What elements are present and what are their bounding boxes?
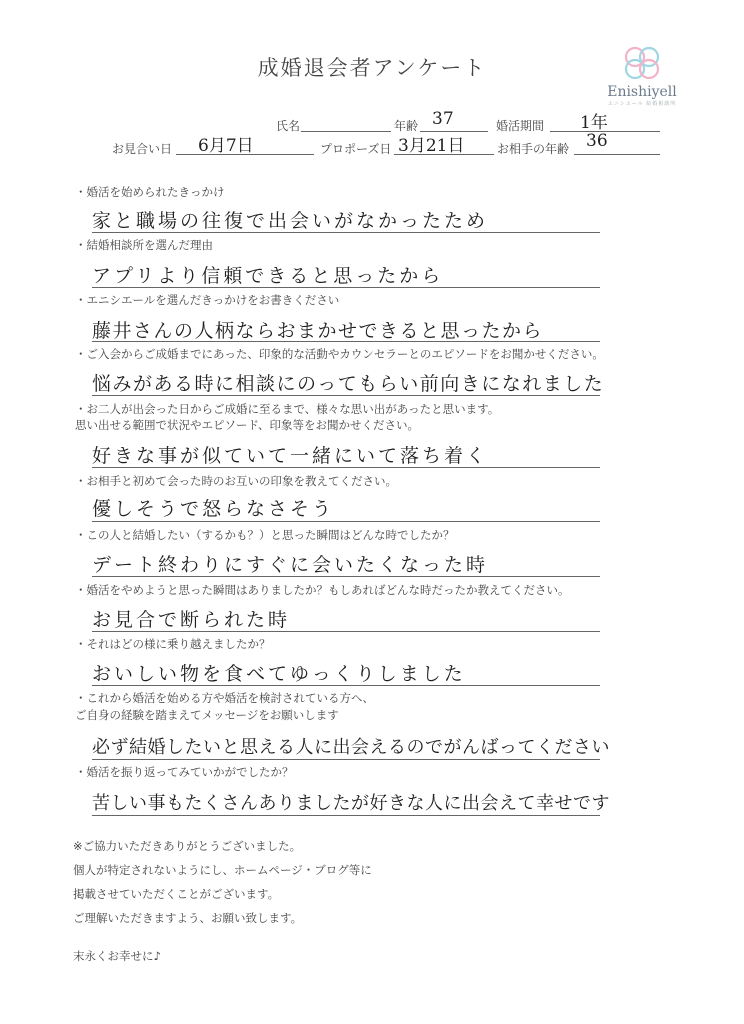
question-label: ・婚活をやめようと思った瞬間はありましたか？もしあればどんな時だったか教えてください。 bbox=[75, 583, 570, 597]
question-label: ・お相手と初めて会った時のお互いの印象を教えてください。 bbox=[75, 474, 397, 488]
answer-line bbox=[92, 232, 600, 233]
page-title: 成婚退会者アンケート bbox=[257, 56, 487, 80]
answer-text: おいしい物を食べてゆっくりしました bbox=[92, 663, 466, 685]
age-line bbox=[420, 113, 488, 132]
note-line: ※ご協力いただきありがとうございました。 bbox=[73, 839, 302, 853]
closing-message: 末永くお幸せに♪ bbox=[73, 949, 161, 963]
answer-line bbox=[92, 685, 600, 686]
name-field bbox=[301, 113, 391, 132]
period-value: 1年 bbox=[580, 113, 608, 133]
logo-sub: エニシエール 結婚相談所 bbox=[607, 101, 677, 107]
question-label: ・結婚相談所を選んだ理由 bbox=[75, 238, 213, 252]
meet-date-label: お見合い日 bbox=[112, 142, 173, 156]
answer-text: 好きな事が似ていて一緒にいて落ち着く bbox=[92, 445, 489, 467]
answer-text: 優しそうで怒らなさそう bbox=[92, 498, 335, 520]
answer-text: 苦しい事もたくさんありましたが好きな人に出会えて幸せです bbox=[92, 793, 610, 814]
note-line: 掲載させていただくことがございます。 bbox=[73, 887, 280, 901]
propose-date-label: プロポーズ日 bbox=[320, 142, 392, 156]
answer-line bbox=[92, 815, 600, 816]
answer-text: 悩みがある時に相談にのってもらい前向きになれました bbox=[92, 373, 605, 395]
question-label: ・ご入会からご成婚までにあった、印象的な活動やカウンセラーとのエピソードをお聞かせください。 bbox=[75, 347, 604, 361]
answer-text: デート終わりにすぐに会いたくなった時 bbox=[92, 554, 489, 576]
age-value: 37 bbox=[432, 109, 454, 129]
answer-text: アプリより信頼できると思ったから bbox=[92, 265, 444, 287]
answer-line bbox=[92, 631, 600, 632]
note-line: ご理解いただきますよう、お願い致します。 bbox=[73, 911, 303, 925]
question-label: ・それはどの様に乗り越えましたか？ bbox=[75, 637, 271, 651]
answer-line bbox=[92, 467, 600, 468]
question-label: ・お二人が出会った日からご成婚に至るまで、様々な思い出があったと思います。 bbox=[75, 402, 500, 416]
knot-logo-icon bbox=[619, 44, 665, 82]
question-label: ・婚活を始められたきっかけ bbox=[75, 185, 225, 199]
period-label: 婚活期間 bbox=[496, 119, 545, 133]
answer-text: 家と職場の往復で出会いがなかったため bbox=[92, 210, 489, 232]
question-label: ・エニシエールを選んだきっかけをお書きください bbox=[75, 293, 340, 307]
answer-line bbox=[92, 576, 600, 577]
partner-age-value: 36 bbox=[586, 131, 608, 151]
answer-line bbox=[92, 759, 600, 760]
answer-text: お見合で断られた時 bbox=[92, 609, 291, 631]
partner-age-label: お相手の年齢 bbox=[497, 142, 570, 156]
question-label-line2: ご自身の経験を踏まえてメッセージをお願いします bbox=[75, 708, 339, 722]
logo bbox=[592, 44, 692, 107]
logo-brand: Enishiyell bbox=[607, 84, 677, 100]
answer-line bbox=[92, 395, 600, 396]
name-label: 氏名 bbox=[276, 119, 301, 133]
meet-date-value: 6月7日 bbox=[198, 136, 254, 156]
question-label: ・これから婚活を始める方や婚活を検討されている方へ、 bbox=[75, 691, 374, 705]
answer-text: 藤井さんの人柄ならおまかせできると思ったから bbox=[92, 320, 544, 342]
answer-text: 必ず結婚したいと思える人に出会えるのでがんばってください bbox=[92, 737, 610, 758]
answer-line bbox=[92, 521, 600, 522]
answer-line bbox=[92, 341, 600, 342]
question-label-line2: 思い出せる範囲で状況やエピソード、印象等をお聞かせください。 bbox=[75, 418, 419, 432]
age-label: 年齢 bbox=[394, 119, 419, 133]
note-line: 個人が特定されないようにし、ホームページ・ブログ等に bbox=[73, 863, 372, 877]
propose-date-value: 3月21日 bbox=[398, 136, 465, 156]
question-label: ・この人と結婚したい（するかも？）と思った瞬間はどんな時でしたか？ bbox=[75, 528, 455, 542]
question-label: ・婚活を振り返ってみていかがでしたか？ bbox=[75, 765, 294, 779]
answer-line bbox=[92, 287, 600, 288]
